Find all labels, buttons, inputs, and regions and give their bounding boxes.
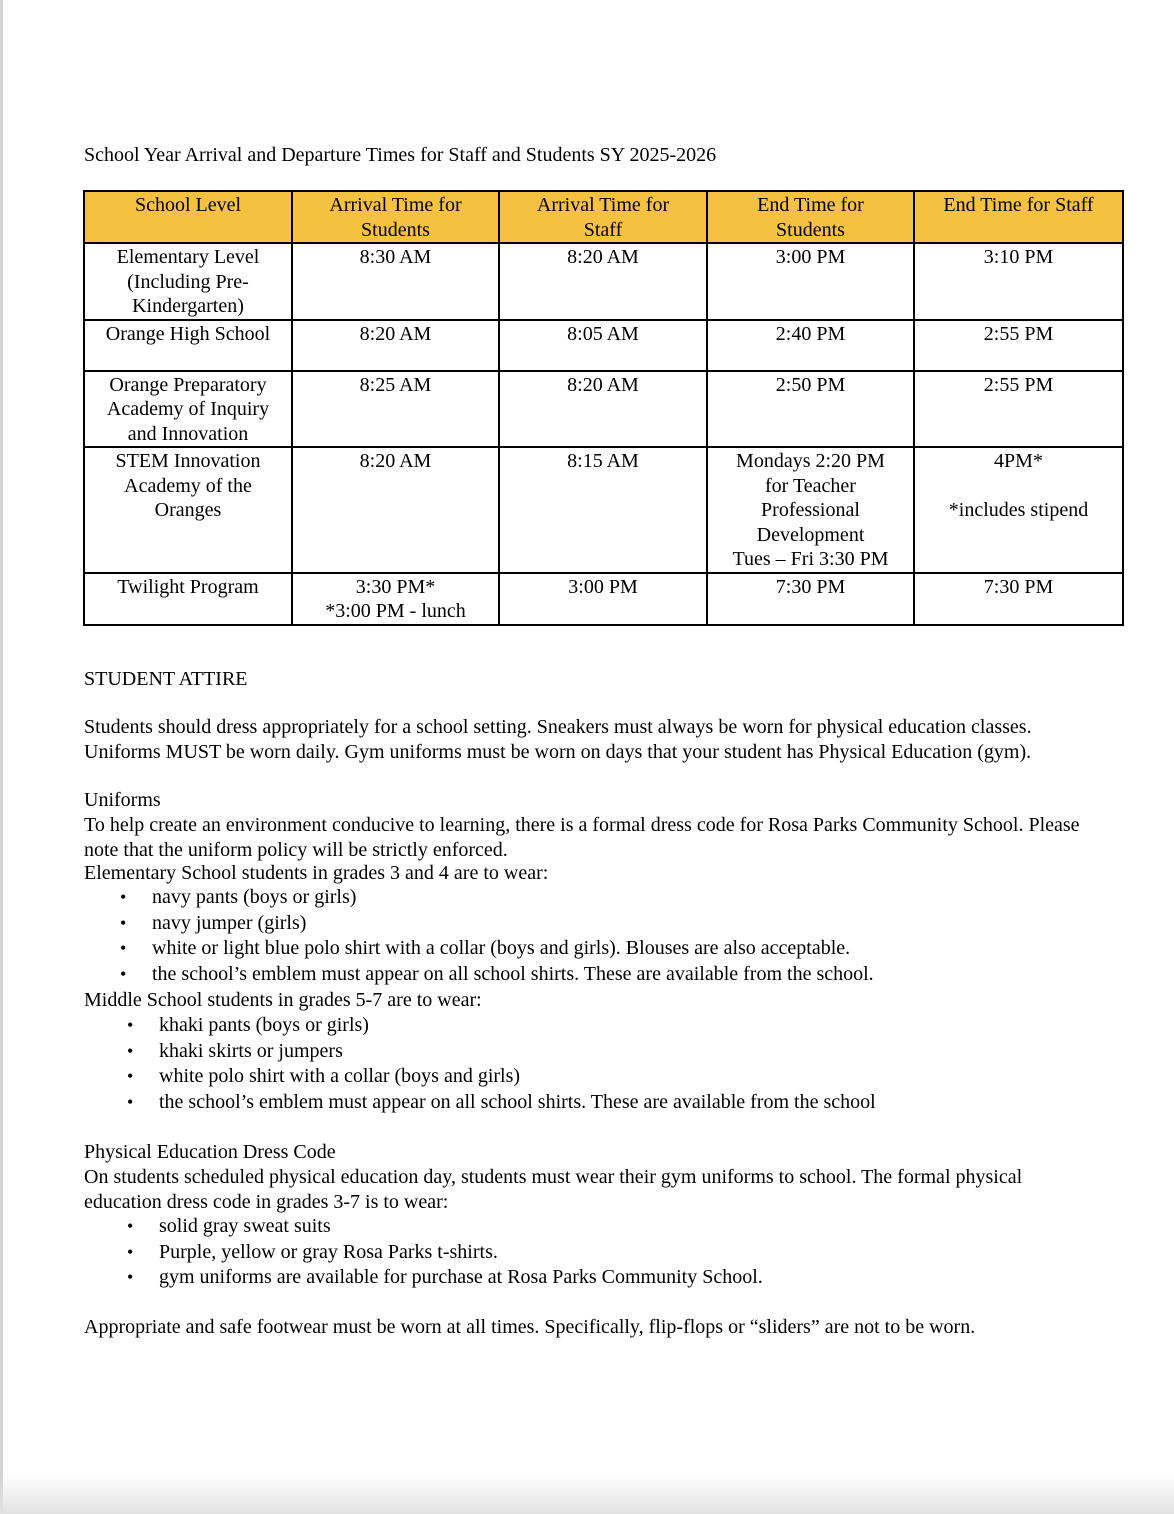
- cell-text: 2:55 PM: [983, 373, 1054, 396]
- page-bottom-shadow: [0, 1474, 1174, 1514]
- cell-arrival-staff: [499, 447, 707, 573]
- table-row: [84, 243, 1123, 320]
- list-item-text: solid gray sweat suits: [159, 1215, 331, 1237]
- cell-school-level: [84, 371, 292, 448]
- list-item: [127, 1214, 763, 1240]
- middle-school-heading: Middle School students in grades 5-7 are to wear:: [84, 989, 482, 1011]
- page-edge: [0, 0, 3, 1514]
- list-item-text: white or light blue polo shirt with a collar (boys and girls). Blouses are also acceptable.: [152, 937, 851, 960]
- cell-arrival-students: [292, 371, 499, 448]
- cell-text: 2:55 PM: [983, 322, 1054, 345]
- cell-text: Mondays 2:20 PM: [736, 450, 885, 472]
- elementary-uniform-list: [120, 885, 874, 988]
- cell-text: 4PM*: [994, 450, 1043, 472]
- header-text: End Time for Staff: [943, 194, 1094, 216]
- header-text: Arrival Time for: [329, 194, 462, 216]
- cell-text: 7:30 PM: [775, 575, 846, 598]
- list-item-text: navy pants (boys or girls): [152, 886, 357, 908]
- times-table: [83, 190, 1124, 626]
- cell-school-level: [84, 447, 292, 573]
- cell-end-staff: [914, 243, 1123, 320]
- cell-text: 2:40 PM: [775, 322, 846, 345]
- cell-text: Orange High School: [105, 322, 271, 345]
- list-item: [127, 1090, 876, 1116]
- table-row: [84, 320, 1123, 371]
- cell-text: Academy of the: [124, 474, 252, 497]
- cell-text: 7:30 PM: [983, 575, 1054, 598]
- cell-end-students: [707, 573, 914, 625]
- cell-school-level: [84, 320, 292, 371]
- list-item: [120, 911, 874, 937]
- cell-text: for Teacher: [765, 474, 856, 497]
- list-item-text: the school’s emblem must appear on all school shirts. These are available from the school: [159, 1091, 876, 1114]
- list-item-text: khaki skirts or jumpers: [159, 1039, 343, 1062]
- cell-end-students: [707, 447, 914, 573]
- cell-end-staff: [914, 371, 1123, 448]
- cell-end-staff: [914, 447, 1123, 573]
- cell-text: Twilight Program: [117, 575, 259, 598]
- cell-arrival-staff: [499, 320, 707, 371]
- cell-arrival-students: [292, 243, 499, 320]
- table-header-row: [84, 191, 1123, 243]
- header-text: Students: [361, 218, 430, 241]
- student-attire-intro: [84, 715, 1154, 764]
- cell-arrival-students: [292, 320, 499, 371]
- cell-arrival-students: [292, 573, 499, 625]
- cell-school-level: [84, 573, 292, 625]
- cell-arrival-staff: [499, 573, 707, 625]
- cell-text: 8:25 AM: [359, 373, 432, 396]
- bullet-icon: •: [127, 1092, 134, 1113]
- header-text: Staff: [583, 218, 623, 241]
- table-row: [84, 371, 1123, 448]
- cell-arrival-staff: [499, 243, 707, 320]
- header-school-level: [84, 191, 292, 243]
- paragraph-line: Students should dress appropriately for a school setting. Sneakers must always be worn for physical education classes.: [84, 716, 1032, 738]
- uniforms-heading: Uniforms: [84, 789, 161, 811]
- cell-text: 8:20 AM: [567, 246, 639, 268]
- pe-uniform-list: [127, 1214, 763, 1291]
- cell-end-students: [707, 243, 914, 320]
- cell-text: Orange Preparatory: [109, 373, 267, 396]
- paragraph-line: education dress code in grades 3-7 is to wear:: [84, 1190, 449, 1213]
- cell-text: (Including Pre-: [127, 270, 249, 293]
- header-text: Students: [776, 218, 845, 241]
- list-item: [127, 1039, 876, 1065]
- header-end-students: [707, 191, 914, 243]
- cell-text: 3:30 PM*: [355, 575, 436, 598]
- bullet-icon: •: [120, 964, 127, 985]
- list-item-text: white polo shirt with a collar (boys and girls): [159, 1065, 521, 1088]
- bullet-icon: •: [120, 938, 127, 959]
- cell-school-level: [84, 243, 292, 320]
- header-end-staff: [914, 191, 1123, 243]
- document-title: School Year Arrival and Departure Times for Staff and Students SY 2025-2026: [84, 144, 717, 166]
- list-item: [127, 1013, 876, 1039]
- header-arrival-staff: [499, 191, 707, 243]
- bullet-icon: •: [127, 1015, 134, 1035]
- cell-end-students: [707, 320, 914, 371]
- cell-text: *includes stipend: [948, 499, 1089, 521]
- cell-end-staff: [914, 320, 1123, 371]
- cell-text: 8:30 AM: [359, 246, 432, 268]
- cell-text: 8:15 AM: [567, 450, 639, 472]
- elementary-heading: Elementary School students in grades 3 and 4 are to wear:: [84, 862, 549, 884]
- list-item: [120, 962, 874, 988]
- table-row: [84, 573, 1123, 625]
- bullet-icon: •: [127, 1040, 134, 1061]
- bullet-icon: •: [120, 912, 127, 933]
- pe-dress-code-heading: Physical Education Dress Code: [84, 1141, 336, 1163]
- header-text: End Time for: [757, 194, 864, 216]
- bullet-icon: •: [127, 1216, 134, 1236]
- cell-text: Oranges: [154, 499, 222, 521]
- cell-text: 3:00 PM: [775, 246, 846, 268]
- list-item-text: the school’s emblem must appear on all school shirts. These are available from the school.: [152, 963, 874, 986]
- list-item-text: navy jumper (girls): [152, 911, 307, 934]
- cell-text: *3:00 PM - lunch: [325, 600, 466, 622]
- table-row: [84, 447, 1123, 573]
- cell-text: Academy of Inquiry: [106, 398, 270, 420]
- cell-text: Kindergarten): [132, 295, 244, 317]
- cell-text: STEM Innovation: [115, 450, 261, 472]
- cell-text: Tues – Fri 3:30 PM: [732, 548, 889, 570]
- list-item-text: Purple, yellow or gray Rosa Parks t-shirts.: [159, 1240, 498, 1263]
- cell-text: Professional: [761, 499, 860, 521]
- cell-end-students: [707, 371, 914, 448]
- bullet-icon: •: [127, 1241, 134, 1262]
- paragraph-line: To help create an environment conducive to learning, there is a formal dress code for Rosa Parks Community School. Please: [84, 814, 1080, 836]
- cell-text: 2:50 PM: [775, 373, 846, 396]
- cell-text: 3:00 PM: [568, 575, 638, 598]
- cell-arrival-students: [292, 447, 499, 573]
- list-item: [120, 885, 874, 911]
- cell-end-staff: [914, 573, 1123, 625]
- pe-dress-code-paragraph: [84, 1165, 1154, 1214]
- bullet-icon: •: [127, 1066, 134, 1087]
- cell-text: 8:05 AM: [567, 322, 639, 345]
- footwear-paragraph: Appropriate and safe footwear must be worn at all times. Specifically, flip-flops or “sliders” are not to be worn.: [84, 1316, 976, 1338]
- cell-text: 8:20 AM: [359, 450, 432, 472]
- cell-text: Elementary Level: [116, 246, 260, 268]
- paragraph-line: note that the uniform policy will be strictly enforced.: [84, 838, 508, 861]
- cell-arrival-staff: [499, 371, 707, 448]
- list-item: [127, 1265, 763, 1291]
- middle-school-uniform-list: [127, 1013, 876, 1116]
- paragraph-line: On students scheduled physical education day, students must wear their gym uniforms to school. The formal physical: [84, 1166, 1023, 1188]
- header-text: School Level: [134, 194, 242, 216]
- header-arrival-students: [292, 191, 499, 243]
- cell-text: 8:20 AM: [359, 322, 432, 345]
- list-item: [127, 1240, 763, 1266]
- bullet-icon: •: [120, 887, 127, 907]
- cell-text: Development: [756, 523, 865, 546]
- paragraph-line: Uniforms MUST be worn daily. Gym uniforms must be worn on days that your student has Physical Education (gym).: [84, 740, 1032, 763]
- cell-text: 8:20 AM: [567, 373, 639, 396]
- header-text: Arrival Time for: [536, 194, 670, 216]
- cell-text: 3:10 PM: [983, 246, 1054, 268]
- list-item-text: gym uniforms are available for purchase at Rosa Parks Community School.: [159, 1266, 763, 1289]
- list-item-text: khaki pants (boys or girls): [159, 1014, 369, 1036]
- list-item: [120, 936, 874, 962]
- student-attire-heading: STUDENT ATTIRE: [84, 668, 248, 690]
- cell-text: and Innovation: [127, 422, 249, 445]
- uniforms-paragraph: [84, 813, 1154, 862]
- bullet-icon: •: [127, 1267, 134, 1288]
- list-item: [127, 1064, 876, 1090]
